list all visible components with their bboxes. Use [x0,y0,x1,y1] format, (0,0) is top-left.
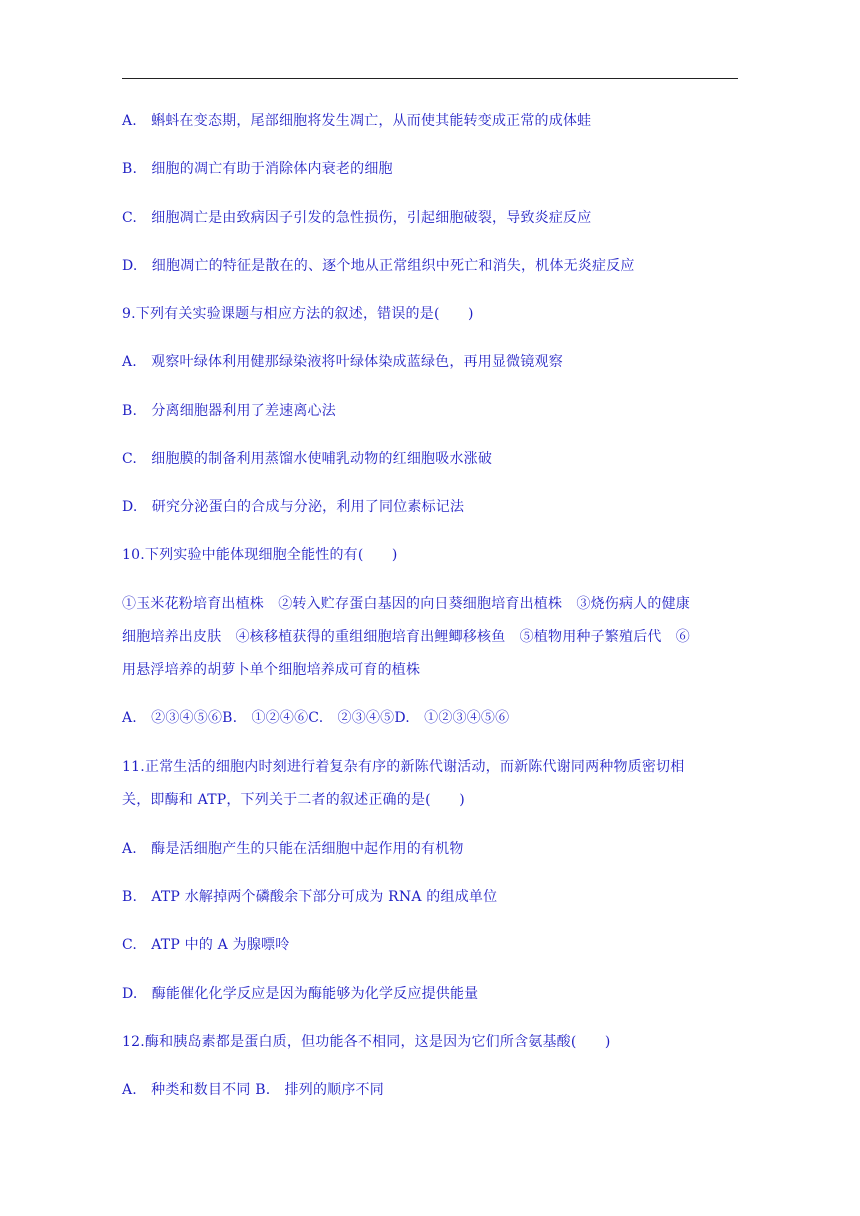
q12-options: A. 种类和数目不同 B. 排列的顺序不同 [122,1082,384,1098]
q8-option-b: B. 细胞的凋亡有助于消除体内衰老的细胞 [122,161,393,177]
q11-option-b: B. ATP 水解掉两个磷酸余下部分可成为 RNA 的组成单位 [122,889,498,905]
q11-option-c: C. ATP 中的 A 为腺嘌呤 [122,937,290,953]
q11-option-a: A. 酶是活细胞产生的只能在活细胞中起作用的有机物 [122,841,464,857]
q10-items-line-3: 用悬浮培养的胡萝卜单个细胞培养成可育的植株 [122,662,421,678]
q11-stem-line-1: 11.正常生活的细胞内时刻进行着复杂有序的新陈代谢活动，而新陈代谢同两种物质密切相 [122,759,685,775]
q12-stem: 12.酶和胰岛素都是蛋白质，但功能各不相同，这是因为它们所含氨基酸( ) [122,1034,611,1050]
q10-options: A. ②③④⑤⑥B. ①②④⑥C. ②③④⑤D. ①②③④⑤⑥ [122,710,510,726]
q9-option-d: D. 研究分泌蛋白的合成与分泌，利用了同位素标记法 [122,499,465,515]
q10-items-line-1: ①玉米花粉培育出植株 ②转入贮存蛋白基因的向日葵细胞培育出植株 ③烧伤病人的健康 [122,596,690,612]
q11-option-d: D. 酶能催化化学反应是因为酶能够为化学反应提供能量 [122,986,479,1002]
q8-option-c: C. 细胞凋亡是由致病因子引发的急性损伤，引起细胞破裂，导致炎症反应 [122,210,592,226]
q10-stem: 10.下列实验中能体现细胞全能性的有( ) [122,547,398,563]
q9-option-b: B. 分离细胞器利用了差速离心法 [122,403,336,419]
q9-option-a: A. 观察叶绿体利用健那绿染液将叶绿体染成蓝绿色，再用显微镜观察 [122,354,563,370]
header-rule [122,78,738,79]
q10-items-line-2: 细胞培养出皮肤 ④核移植获得的重组细胞培育出鲤鲫移核鱼 ⑤植物用种子繁殖后代 ⑥ [122,629,690,645]
q9-stem: 9.下列有关实验课题与相应方法的叙述，错误的是( ) [122,306,474,322]
q9-option-c: C. 细胞膜的制备利用蒸馏水使哺乳动物的红细胞吸水涨破 [122,451,493,467]
q8-option-a: A. 蝌蚪在变态期，尾部细胞将发生凋亡，从而使其能转变成正常的成体蛙 [122,113,592,129]
q11-stem-line-2: 关，即酶和 ATP，下列关于二者的叙述正确的是( ) [122,792,465,808]
q8-option-d: D. 细胞凋亡的特征是散在的、逐个地从正常组织中死亡和消失，机体无炎症反应 [122,258,635,274]
